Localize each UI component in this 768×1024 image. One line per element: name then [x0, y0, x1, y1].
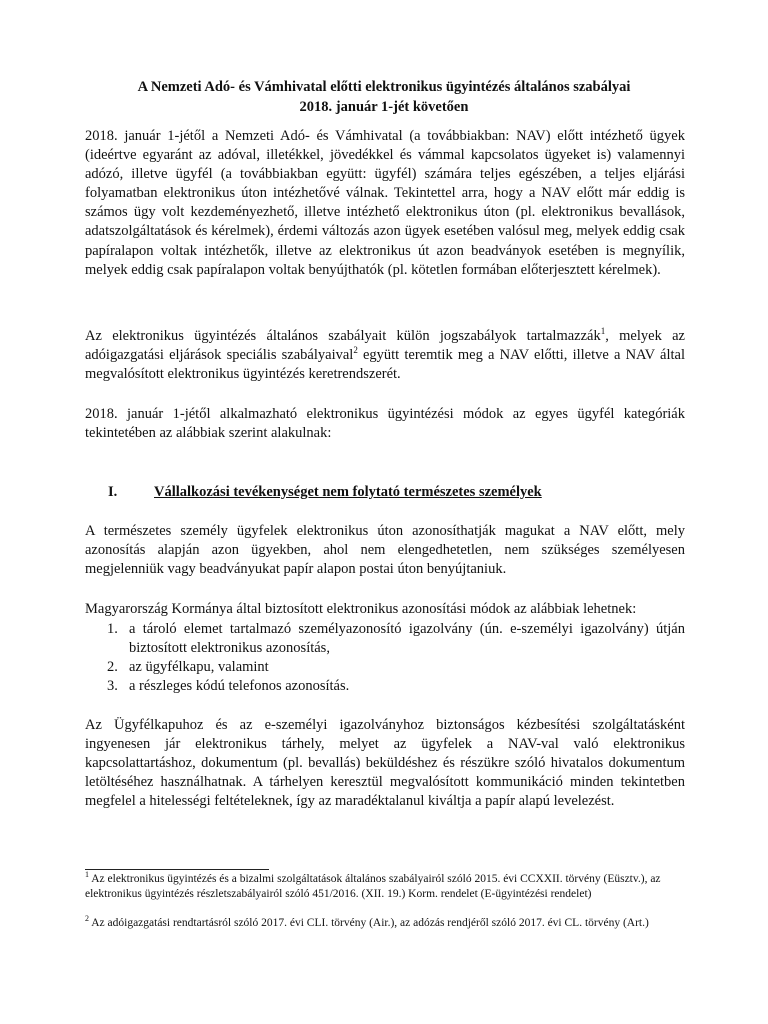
- paragraph-legal-framework-part-1: Az elektronikus ügyintézés általános szabályait külön jogszabályok tartalmazzák: [85, 328, 601, 344]
- footnote-2-text: Az adóigazgatási rendtartásról szóló 2017. évi CLI. törvény (Air.), az adózás rendjéről szóló 2017. évi CL. törvény (Art.): [89, 917, 649, 929]
- list-item-number: 3.: [107, 678, 118, 695]
- footnote-2-mark: 2: [85, 914, 89, 924]
- list-item-number: 2.: [107, 659, 118, 676]
- title-line-2: 2018. január 1-jét követően: [299, 99, 469, 115]
- footnote-1-text: Az elektronikus ügyintézés és a bizalmi szolgáltatások általános szabályairól szóló 2015. évi CCXXII. törvény (Eüsztv.), az elektronikus ügyintézés részletszabályairól szóló 451/2016. (XII. 19.) Korm. rendelet (E-ügyintézési rendelet): [85, 873, 661, 900]
- section-heading: [108, 484, 542, 501]
- paragraph-legal-framework: [85, 327, 685, 384]
- paragraph-categories: 2018. január 1-jétől alkalmazható elektronikus ügyintézési módok az egyes ügyfél kategóriák tekintetében az alábbiak szerint alakulnak:: [85, 406, 685, 442]
- paragraph-legal-framework-part-3: együtt teremtik meg a NAV előtti, illetve a NAV által megvalósított elektronikus ügyintézés keretrendszerét.: [85, 347, 685, 383]
- footnote-ref-1[interactable]: 1: [600, 326, 606, 337]
- paragraph-identification: A természetes személy ügyfelek elektronikus úton azonosíthatják magukat a NAV előtt, mely azonosítás alapján azon ügyekben, ahol nem elengedhetetlen, nem szükséges személyesen megjelenniük vagy beadványukat papír alapon postai úton benyújtaniuk.: [85, 523, 685, 578]
- footnote-ref-2[interactable]: 2: [353, 345, 358, 356]
- list-item: [85, 677, 685, 696]
- auth-methods-list: [85, 620, 685, 696]
- paragraph-intro: 2018. január 1-jétől a Nemzeti Adó- és Vámhivatal (a továbbiakban: NAV) előtt intézhető ügyek (ideértve egyaránt az adóval, illetékkel, jövedékkel és vámmal kapcsolatos ügyeket is) valamennyi adózó, illetve ügyfél (a továbbiakban együtt: ügyfél) számára teljes egészében, a teljes eljárási folyamatban elektronikus úton intézhetővé válnak. Tekintettel arra, hogy a NAV előtt már eddig is számos ügy volt kezdeményezhető, illetve intézhető elektronikus úton (pl. elektronikus bevallások, adatszolgáltatások és kérelmek), érdemi változás azon ügyek esetében valósul meg, melyek eddig csak papíralapon voltak intézhetők, illetve az elektronikus út azon beadványok esetében is megnyílik, melyek eddig csak papíralapon voltak benyújthatók (pl. kötetlen formában előterjesztett kérelmek).: [85, 128, 685, 278]
- paragraph-storage: Az Ügyfélkapuhoz és az e-személyi igazolványhoz biztonságos kézbesítési szolgáltatásként ingyenesen jár elektronikus tárhely, melyet az ügyfelek a NAV-val való elektronikus kapcsolattartáshoz, dokumentum (pl. bevallás) beküldéshez és részükre szóló hivatalos dokumentum letöltéséhez használhatnak. A tárhelyen keresztül megvalósított kommunikáció minden tekintetben megfelel a hitelességi feltételeknek, így az maradéktalanul kiváltja a papír alapú levelezést.: [85, 717, 685, 810]
- list-item-text: a részleges kódú telefonos azonosítás.: [129, 678, 350, 695]
- footnote-1: [85, 872, 685, 901]
- list-item: [85, 620, 685, 658]
- document-title: [60, 77, 708, 117]
- paragraph-auth-methods: Magyarország Kormánya által biztosított elektronikus azonosítási módok az alábbiak lehetnek:: [85, 601, 637, 617]
- list-item-text: az ügyfélkapu, valamint: [129, 659, 269, 676]
- footnote-2: [85, 916, 685, 931]
- section-number: I.: [108, 484, 118, 500]
- paragraph-legal-framework-part-2: , melyek az adóigazgatási eljárások speciális szabályaival: [85, 328, 685, 364]
- list-item-number: 1.: [107, 621, 118, 637]
- list-item: [85, 658, 685, 677]
- list-item-text: a tároló elemet tartalmazó személyazonosító igazolvány (ún. e-személyi igazolvány) útján biztosított elektronikus azonosítás,: [129, 621, 685, 657]
- footnote-1-mark: 1: [85, 870, 89, 880]
- title-line-1: A Nemzeti Adó- és Vámhivatal előtti elektronikus ügyintézés általános szabályai: [137, 79, 631, 95]
- section-title: Vállalkozási tevékenységet nem folytató természetes személyek: [154, 484, 542, 500]
- footnote-separator: [85, 869, 269, 870]
